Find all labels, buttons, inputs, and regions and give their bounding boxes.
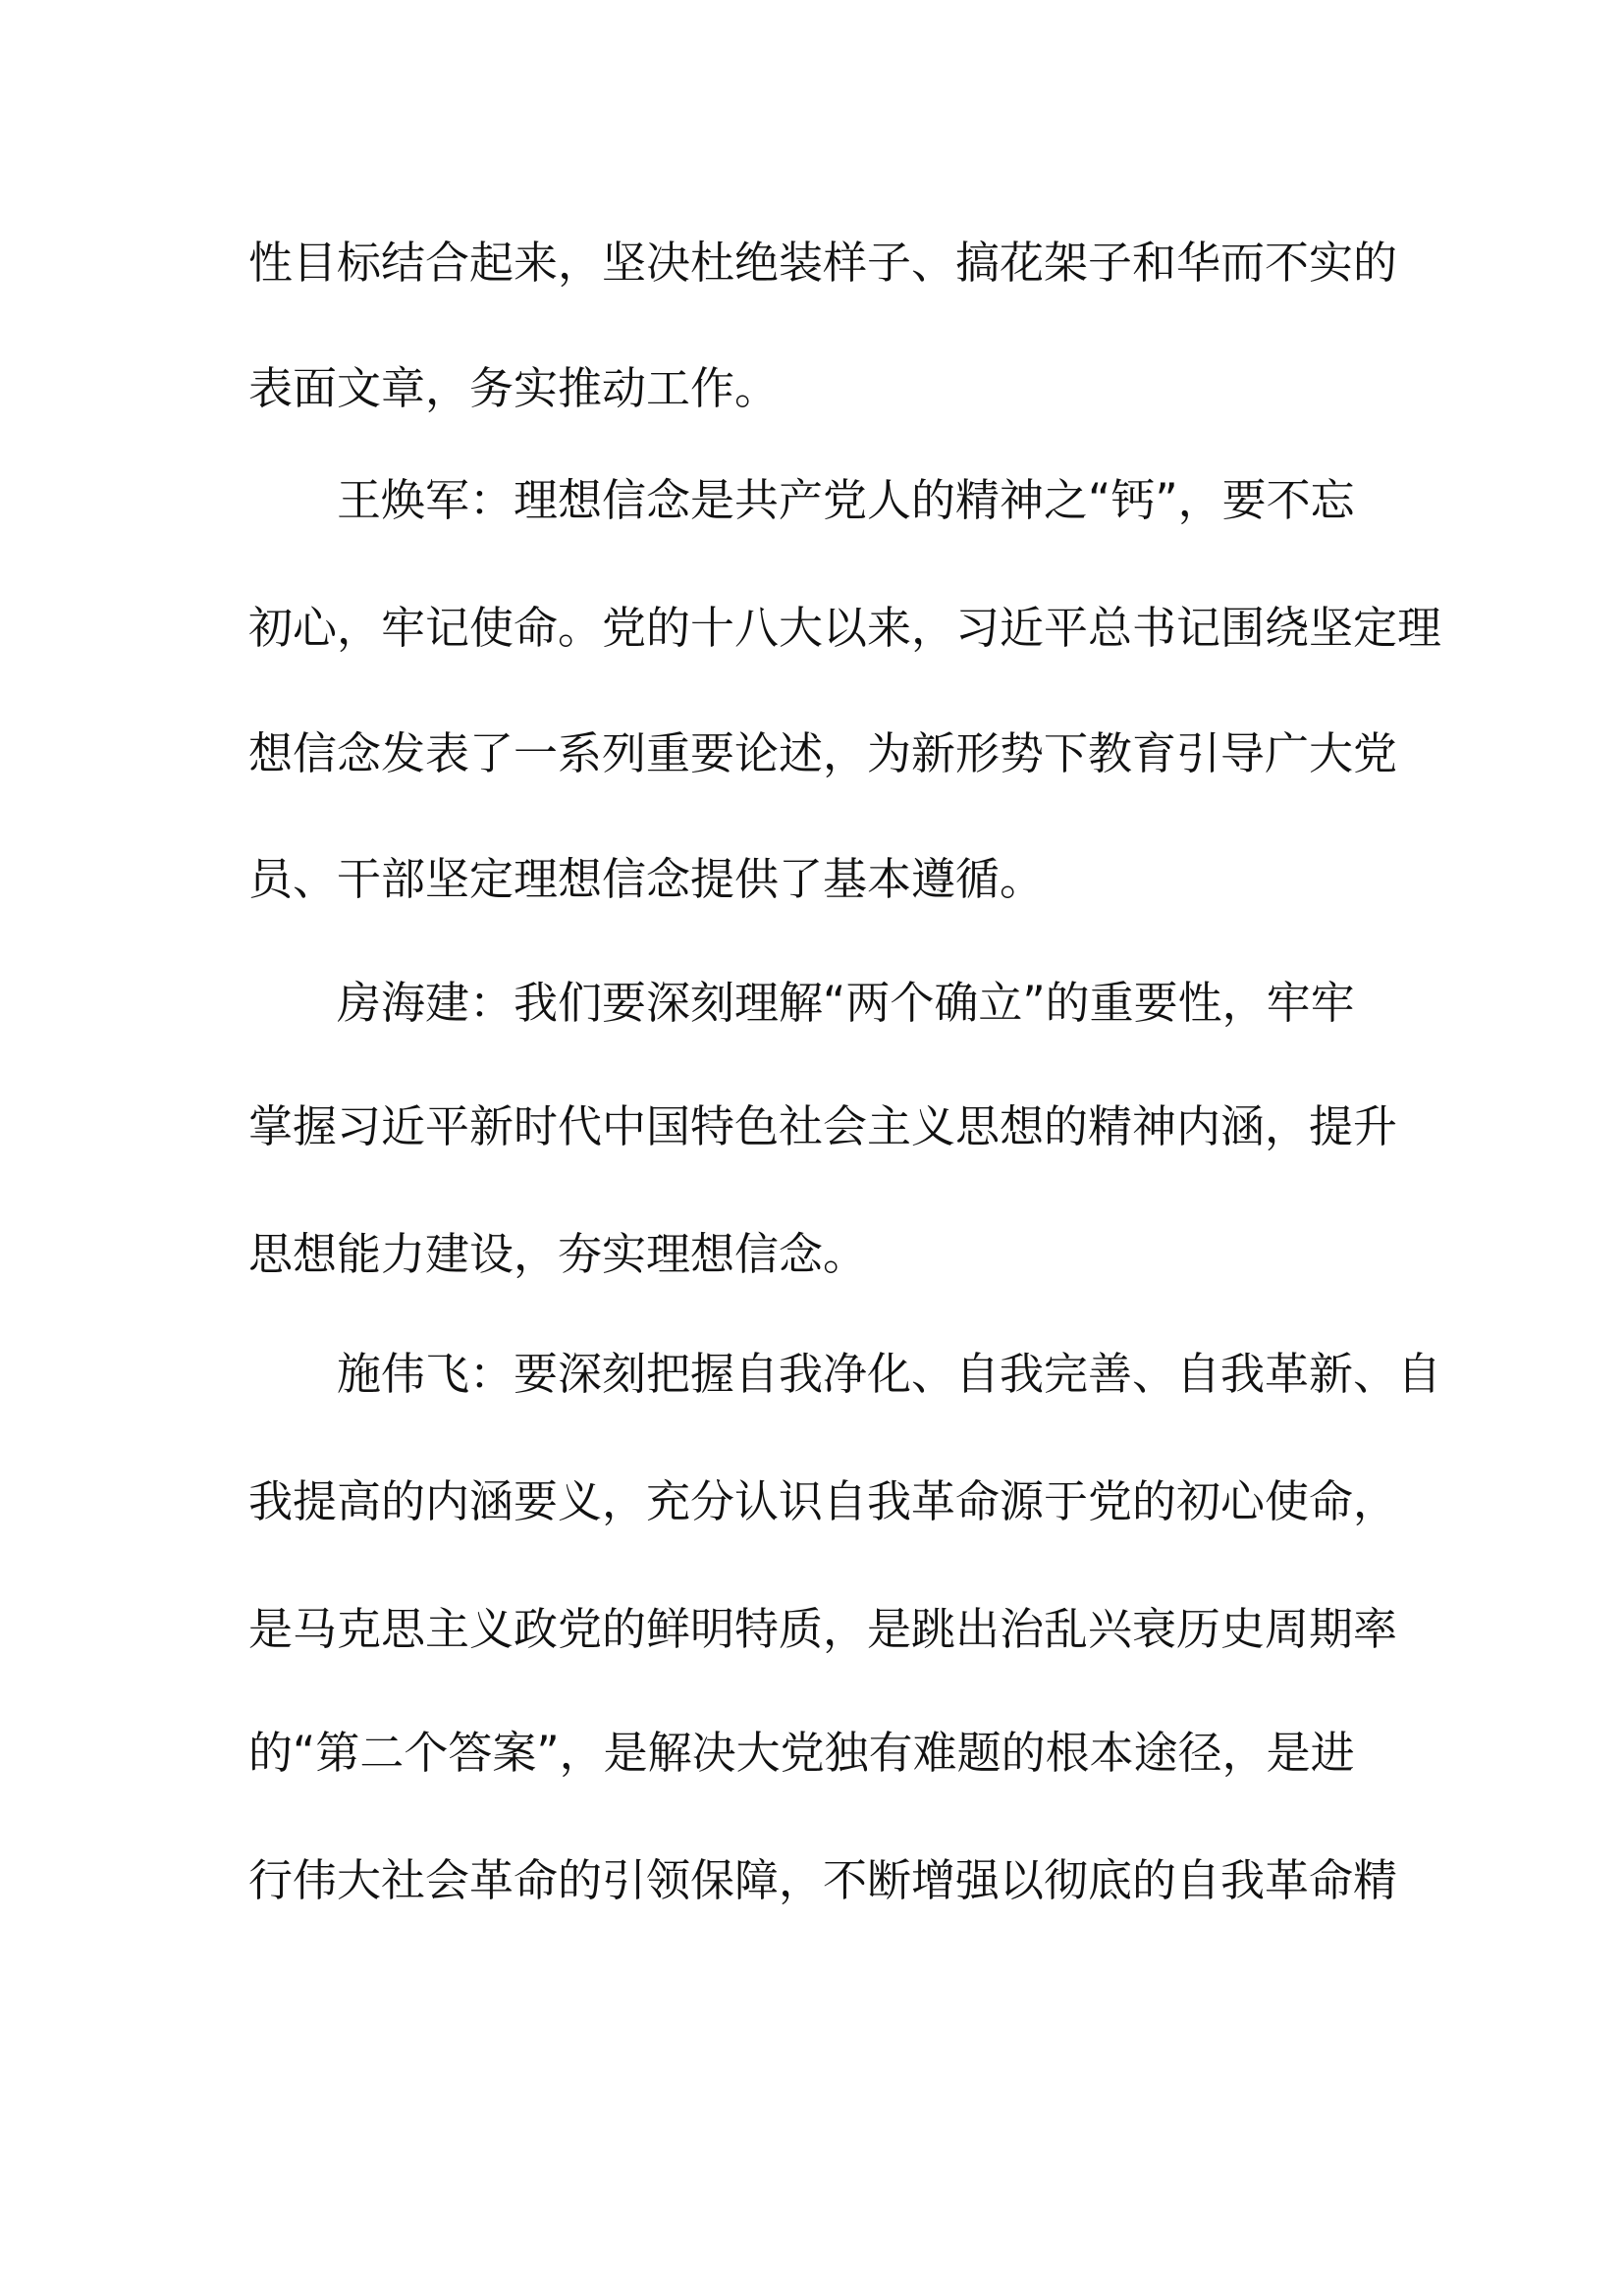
text-line: 员、干部坚定理想信念提供了基本遵循。 (248, 853, 1045, 905)
text-line: 初心，牢记使命。党的十八大以来，习近平总书记围绕坚定理 (248, 602, 1442, 654)
paragraph-start-shi-weifei: 施伟飞：要深刻把握自我净化、自我完善、自我革新、自 (337, 1348, 1442, 1400)
text-line: 的“第二个答案”，是解决大党独有难题的根本途径，是进 (248, 1727, 1355, 1779)
paragraph-start-wang-huanjun: 王焕军：理想信念是共产党人的精神之“钙”，要不忘 (337, 474, 1355, 526)
text-line: 表面文章，务实推动工作。 (248, 362, 780, 414)
text-line: 是马克思主义政党的鲜明特质，是跳出治乱兴衰历史周期率 (248, 1603, 1398, 1655)
text-line: 行伟大社会革命的引领保障，不断增强以彻底的自我革命精 (248, 1854, 1398, 1906)
text-line: 思想能力建设，夯实理想信念。 (248, 1228, 868, 1280)
paragraph-start-fang-haijian: 房海建：我们要深刻理解“两个确立”的重要性，牢牢 (337, 977, 1355, 1029)
text-line: 性目标结合起来，坚决杜绝装样子、搞花架子和华而不实的 (248, 237, 1398, 289)
text-line: 想信念发表了一系列重要论述，为新形势下教育引导广大党 (248, 727, 1398, 779)
text-line: 掌握习近平新时代中国特色社会主义思想的精神内涵，提升 (248, 1100, 1398, 1152)
text-line: 我提高的内涵要义，充分认识自我革命源于党的初心使命， (248, 1475, 1398, 1527)
